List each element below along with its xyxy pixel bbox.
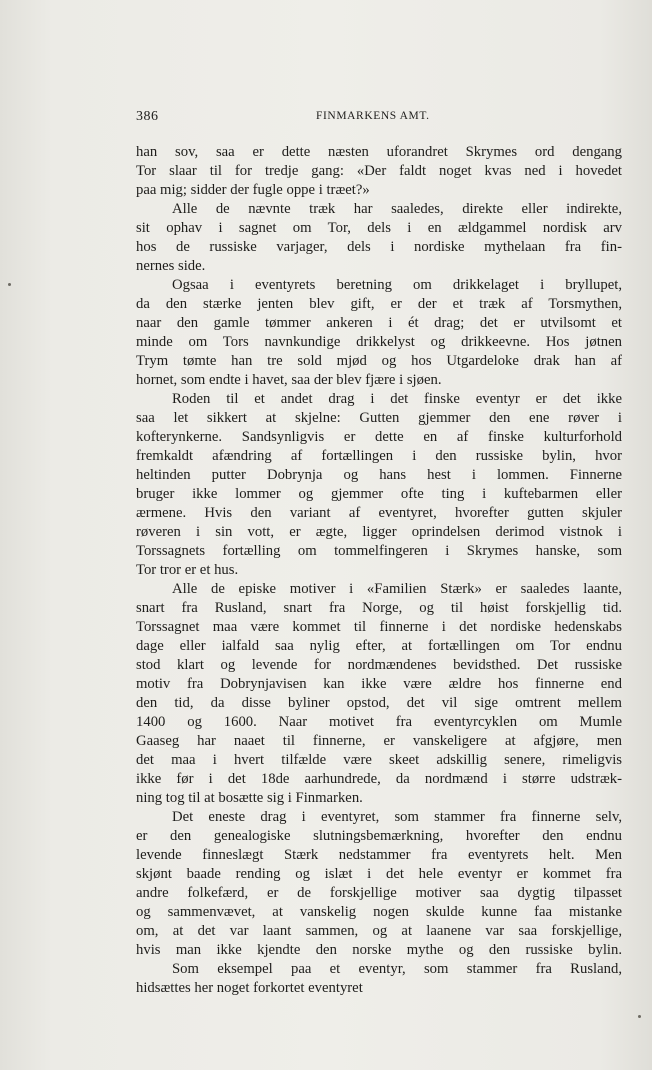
- text-line: motiv fra Dobrynjavisen kan ikke være ældre hos finnerne end: [136, 676, 622, 692]
- body-text: [136, 143, 622, 998]
- text-line: paa mig; sidder der fugle oppe i træet?»: [136, 182, 370, 198]
- text-line: Roden til et andet drag i det finske eventyr er det ikke: [172, 391, 622, 407]
- text-line: nernes side.: [136, 258, 206, 274]
- text-line: ærmene. Hvis den variant af eventyret, hvorefter gutten skjuler: [136, 505, 622, 521]
- text-line: det maa i hvert tilfælde være skeet adskillig senere, rimeligvis: [136, 752, 622, 768]
- text-line: levende finneslægt Stærk nedstammer fra eventyrets helt. Men: [136, 847, 622, 863]
- text-line: sit ophav i sagnet om Tor, dels i en ældgammel nordisk arv: [136, 220, 622, 236]
- text-line: Det eneste drag i eventyret, som stammer fra finnerne selv,: [172, 809, 622, 825]
- text-line: snart fra Rusland, snart fra Norge, og til høist forskjellig tid.: [136, 600, 622, 616]
- text-line: og sammenvævet, at vanskelig nogen skulde kunne faa mistanke: [136, 904, 622, 920]
- scan-speck: [638, 1015, 641, 1018]
- text-line: andre folkefærd, er de forskjellige motiver saa dygtig tilpasset: [136, 885, 622, 901]
- text-line: 1400 og 1600. Naar motivet fra eventyrcyklen om Mumle: [136, 714, 622, 730]
- text-line: Trym tømte han tre sold mjød og hos Utgardeloke drak han af: [136, 353, 622, 369]
- running-title: FINMARKENS AMT.: [316, 110, 430, 122]
- text-line: ikke før i det 18de aarhundrede, da nordmænd i større udstræk-: [136, 771, 622, 787]
- text-line: kofterynkerne. Sandsynligvis er dette en af finske kulturforhold: [136, 429, 622, 445]
- text-line: Torssagnets fortælling om tommelfingeren i Skrymes hanske, som: [136, 543, 622, 559]
- text-line: Som eksempel paa et eventyr, som stammer fra Rusland,: [172, 961, 622, 977]
- text-line: hvis man ikke kjendte den norske mythe og den russiske bylin.: [136, 942, 622, 958]
- text-line: den tid, da disse byliner opstod, det vil sige omtrent mellem: [136, 695, 622, 711]
- text-line: Alle de nævnte træk har saaledes, direkte eller indirekte,: [172, 201, 622, 217]
- text-line: hos de russiske varjager, dels i nordiske mythelaan fra fin-: [136, 239, 622, 255]
- text-line: skjønt baade rending og islæt i det hele eventyr er kommet fra: [136, 866, 622, 882]
- text-line: hidsættes her noget forkortet eventyret: [136, 980, 363, 996]
- text-line: bruger ikke lommer og gjemmer ofte ting i kuftebarmen eller: [136, 486, 622, 502]
- text-line: hornet, som endte i havet, saa der blev fjære i sjøen.: [136, 372, 442, 388]
- page-header: [136, 109, 622, 125]
- text-line: saa let sikkert at skjelne: Gutten gjemmer den ene røver i: [136, 410, 622, 426]
- text-line: han sov, saa er dette næsten uforandret Skrymes ord dengang: [136, 144, 622, 160]
- text-line: da den stærke jenten blev gift, er der et træk af Torsmythen,: [136, 296, 622, 312]
- text-line: dage eller ialfald saa nylig efter, at fortællingen om Tor endnu: [136, 638, 622, 654]
- text-line: fremkaldt afændring af fortællingen i den russiske bylin, hvor: [136, 448, 622, 464]
- text-line: naar den gamle tømmer ankeren i ét drag; det er utvilsomt et: [136, 315, 622, 331]
- text-line: Tor slaar til for tredje gang: «Der faldt noget kvas ned i hovedet: [136, 163, 622, 179]
- scan-speck: [8, 283, 11, 286]
- page-number: 386: [136, 109, 159, 124]
- text-line: ning tog til at bosætte sig i Finmarken.: [136, 790, 363, 806]
- text-line: stod klart og levende for nordmændenes bevidsthed. Det russiske: [136, 657, 622, 673]
- text-line: om, at det var laant sammen, og at laanene var saa forskjellige,: [136, 923, 622, 939]
- text-line: Ogsaa i eventyrets beretning om drikkelaget i bryllupet,: [172, 277, 622, 293]
- text-line: minde om Tors navnkundige drikkelyst og drikkeevne. Hos jøtnen: [136, 334, 622, 350]
- text-line: røveren i sin vott, er ægte, ligger oprindelsen derimod vistnok i: [136, 524, 622, 540]
- text-line: Alle de episke motiver i «Familien Stærk» er saaledes laante,: [172, 581, 622, 597]
- text-line: er den genealogiske slutningsbemærkning, hvorefter den endnu: [136, 828, 622, 844]
- text-line: Tor tror er et hus.: [136, 562, 239, 578]
- text-line: Torssagnet maa være kommet til finnerne i det nordiske hedenskabs: [136, 619, 622, 635]
- text-line: Gaaseg har naaet til finnerne, er vanskeligere at afgjøre, men: [136, 733, 622, 749]
- text-line: heltinden putter Dobrynja og hans hest i lommen. Finnerne: [136, 467, 622, 483]
